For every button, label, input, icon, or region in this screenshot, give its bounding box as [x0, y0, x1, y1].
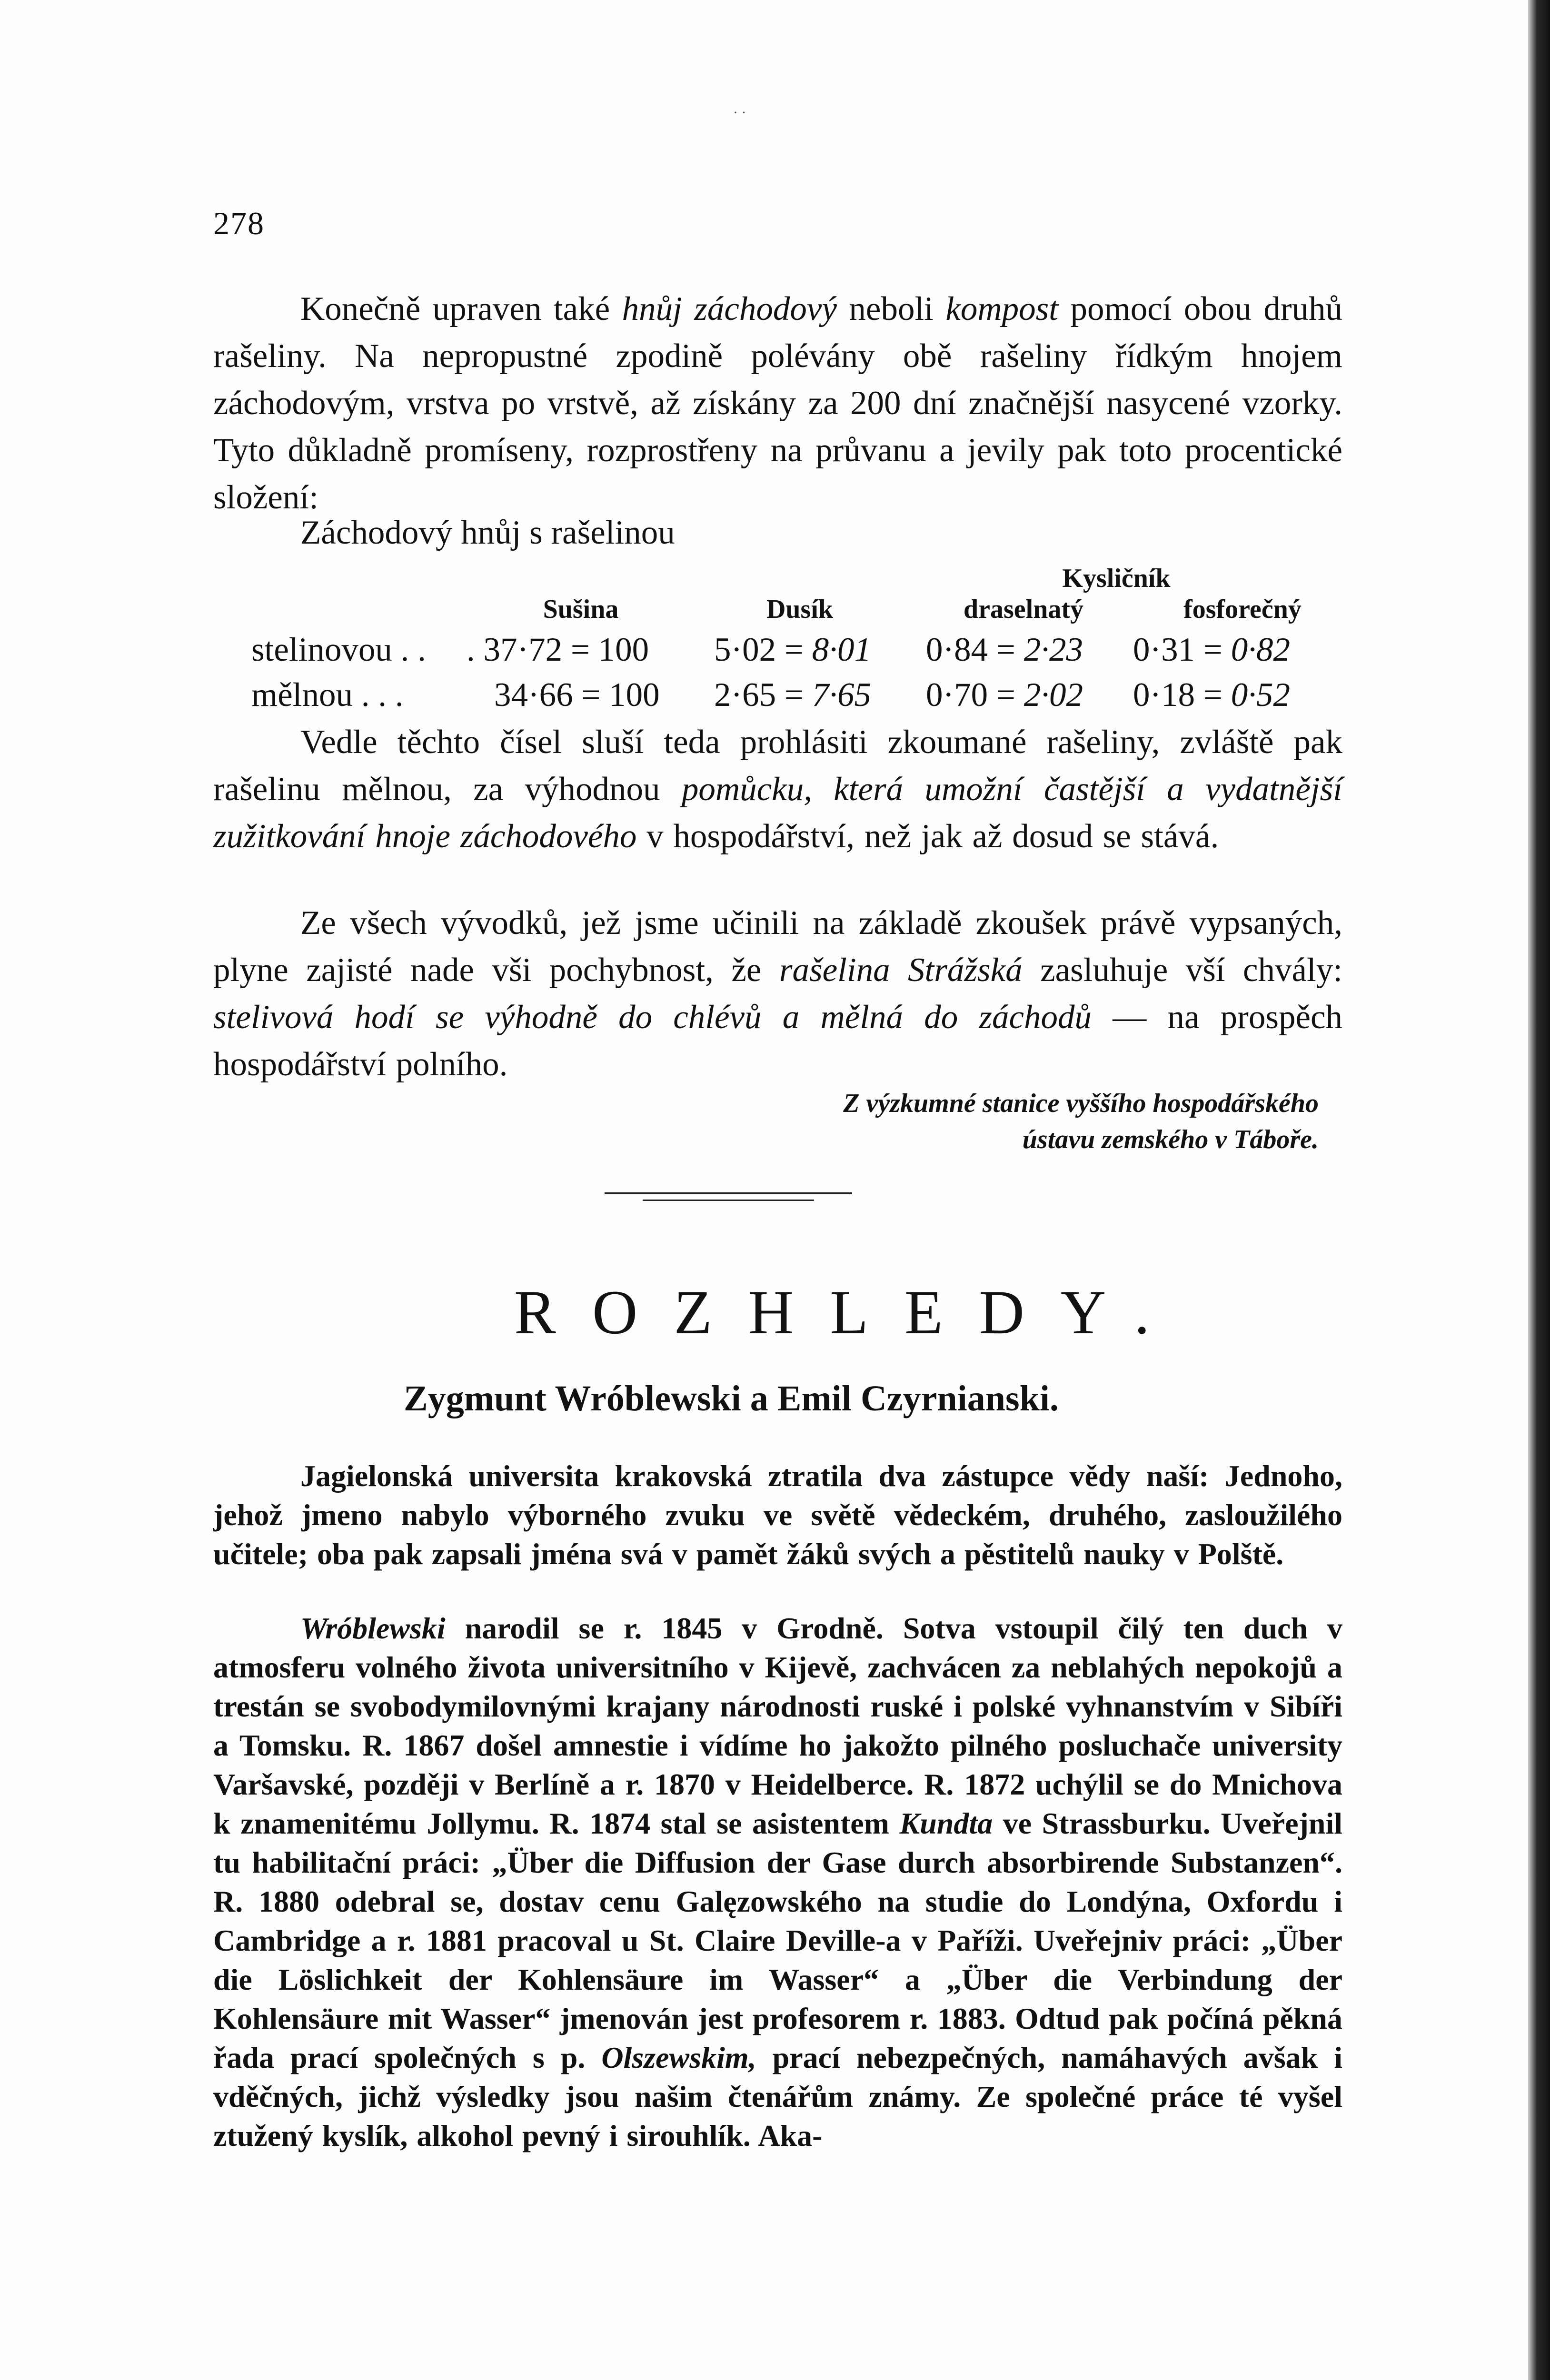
scan-edge [1528, 0, 1550, 2380]
signature-line: Z výzkumné stanice vyššího hospodářského [843, 1089, 1319, 1118]
section-title: ROZHLEDY. [514, 1277, 1186, 1347]
value-run: 2·65 = [714, 676, 812, 714]
table-cell-dusik [714, 628, 871, 671]
table-cell-susina: 34·66 = 100 [494, 676, 660, 714]
table-cell-fosforecny [1133, 628, 1290, 671]
italic-run: pomůcku, která umožní častější a vydatnější zužitkování hnoje záchodového [213, 771, 1342, 855]
text-run: — na prospěch hospodářství polního. [213, 999, 1342, 1083]
scan-speck: · · [733, 105, 746, 120]
value-italic: 2·02 [1023, 676, 1083, 714]
divider-rule [643, 1200, 814, 1201]
table-cell-draselnaty [926, 628, 1083, 671]
paragraph-kompost [213, 286, 1342, 521]
text-run: Vedle těchto čísel sluší teda prohlásiti zkoumané rašeliny, zvláště pak rašelinu mělnou, za výhodnou [213, 724, 1342, 808]
paragraph-text [213, 900, 1342, 1088]
table-cell-dusik [714, 674, 871, 716]
signature [781, 1085, 1319, 1158]
text-run: v hospodářství, než jak až dosud se stává. [636, 818, 1219, 855]
paragraph-text: Jagielonská universita krakovská ztratila dva zástupce vědy naší: Jednoho, jehož jmeno nabylo výborného zvuku ve světě vědeckém, druhého, zasloužilého učitele; oba pak zapsali jména svá v pamět žáků svých a pěstitelů nauky v Polště. [213, 1459, 1342, 1571]
text-run: Konečně upraven také [300, 290, 622, 327]
paragraph-text [213, 1609, 1342, 2155]
value-run: 0·84 = [926, 631, 1024, 668]
paragraph-conclusion [213, 719, 1342, 860]
divider-rule [605, 1192, 852, 1194]
italic-run: rašelina Strážská [779, 952, 1023, 989]
text-run: ve Strassburku. Uveřejnil tu habilitační práci: „Über die Diffusion der Gase durch absorbirende Substanzen“. R. 1880 odebral se, dostav cenu Galęzowského na studie do Londýna, Oxfordu i Cambridge a r. 1881 pracoval u St. Claire Deville-a v Paříži. Uveřejniv práci: „Über die Löslichkeit der Kohlensäure im Wasser“ a „Über die Verbindung der Kohlensäure mit Wasser“ jmenován jest profesorem r. 1883. Odtud pak počíná pěkná řada prací společných s p. [213, 1806, 1343, 2074]
table-row-label: mělnou . . . [251, 676, 404, 714]
italic-run: Kundta [899, 1806, 993, 1840]
table-cell-fosforecny [1133, 674, 1290, 716]
value-italic: 7·65 [812, 676, 871, 714]
table-group-header: Kysličník [1062, 564, 1171, 593]
value-run: 5·02 = [714, 631, 812, 668]
value-run: 0·70 = [926, 676, 1024, 714]
paragraph-summary [213, 900, 1342, 1088]
text-run: narodil se r. 1845 v Grodně. Sotva vstoupil čilý ten duch v atmosferu volného života universitního v Kijevě, zachvácen za neblahých nepokojů a trestán se svobodymilovnými krajany národnosti ruské i polské vyhnanstvím v Sibíři a Tomsku. R. 1867 došel amnestie i vídíme ho jakožto pilného posluchače university Varšavské, později v Berlíně a r. 1870 v Heidelberce. R. 1872 uchýlil se do Mnichova k znamenitému Jollymu. R. 1874 stal se asistentem [213, 1611, 1342, 1840]
paragraph-text [213, 286, 1342, 521]
italic-run: stelivová hodí se výhodně do chlévů a mělná do záchodů [213, 999, 1092, 1036]
table-cell-draselnaty [926, 674, 1083, 716]
value-italic: 2·23 [1023, 631, 1083, 668]
value-italic: 0·82 [1231, 631, 1290, 668]
value-italic: 8·01 [812, 631, 871, 668]
text-run: pomocí obou druhů rašeliny. Na nepropustné zpodině polévány obě rašeliny řídkým hnojem záchodovým, vrstva po vrstvě, až získány za 200 dní značnější nasycené vzorky. Tyto důkladně promíseny, rozprostřeny na průvanu a jevily pak toto procentické složení: [213, 290, 1342, 516]
table-cell-susina: . 37·72 = 100 [467, 631, 649, 668]
table-header-fosforecny: fosforečný [1183, 595, 1302, 624]
text-run: neboli [836, 290, 946, 327]
paragraph-wroblewski [213, 1609, 1342, 2155]
signature-line: ústavu zemského v Táboře. [1022, 1125, 1319, 1154]
italic-run: hnůj záchodový [622, 290, 837, 327]
value-italic: 0·52 [1231, 676, 1290, 714]
table-caption: Záchodový hnůj s rašelinou [300, 514, 675, 551]
italic-run: Olszewskim, [601, 2041, 756, 2074]
text-run: prací nebezpečných, namáhavých avšak i vděčných, jichž výsledky jsou našim čtenářům známy. Ze společné práce té vyšel ztužený kyslík, alkohol pevný i sirouhlík. Aka- [213, 2041, 1342, 2152]
table-header-susina: Sušina [543, 595, 619, 624]
page-number: 278 [213, 205, 265, 241]
text-run: zasluhuje vší chvály: [1022, 952, 1342, 989]
italic-run: Wróblewski [300, 1611, 446, 1645]
table-header-draselnaty: draselnatý [964, 595, 1083, 624]
table-header-dusik: Dusík [766, 595, 834, 624]
italic-run: kompost [945, 290, 1059, 327]
value-run: 0·31 = [1133, 631, 1231, 668]
paragraph-text [213, 719, 1342, 860]
paragraph-obituary-intro [213, 1457, 1342, 1574]
text-run: Ze všech vývodků, jež jsme učinili na základě zkoušek právě vypsaných, plyne zajisté nade vši pochybnost, že [213, 904, 1342, 989]
article-title: Zygmunt Wróblewski a Emil Czyrnianski. [404, 1378, 1059, 1418]
value-run: 0·18 = [1133, 676, 1231, 714]
table-row-label: stelinovou . . [251, 631, 426, 668]
